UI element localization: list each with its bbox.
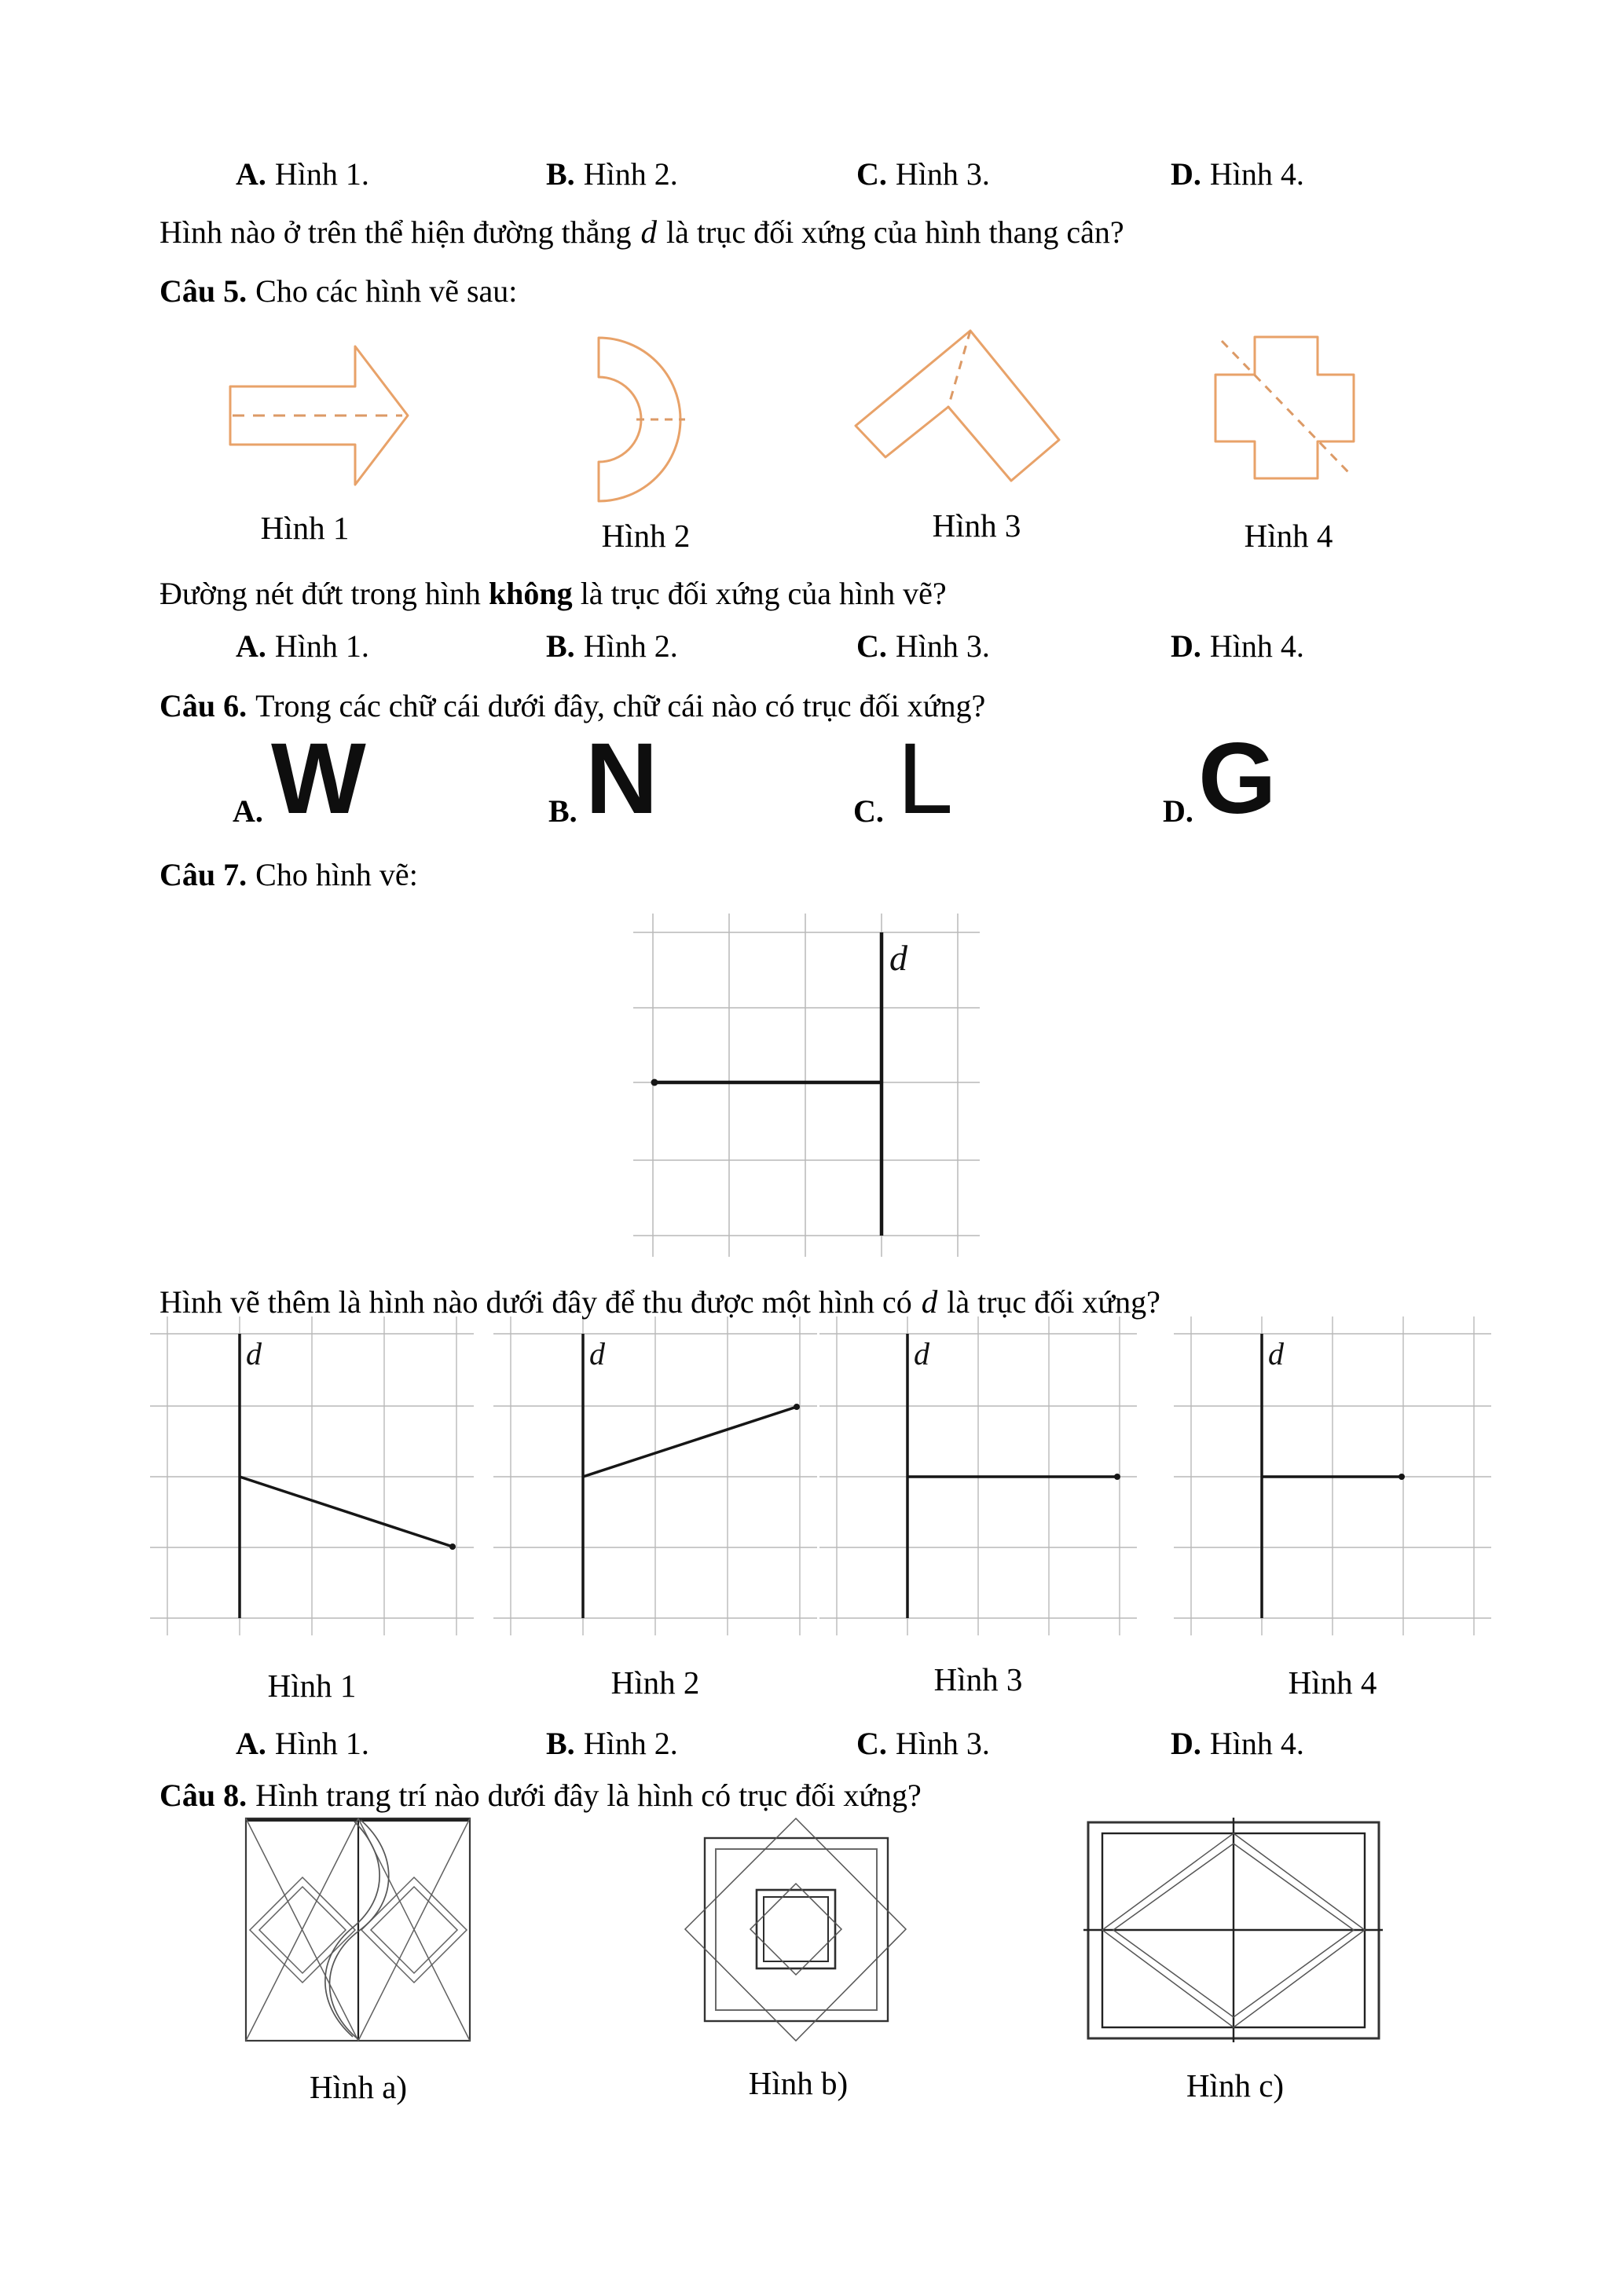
answer-letter: B. bbox=[546, 156, 575, 192]
question-text: Cho hình vẽ: bbox=[255, 857, 418, 892]
bold-word: không bbox=[488, 576, 573, 611]
segment-endpoint-dot bbox=[449, 1543, 456, 1550]
answer-option-d bbox=[1171, 1725, 1304, 1762]
question-text: Trong các chữ cái dưới đây, chữ cái nào có trục đối xứng? bbox=[255, 688, 986, 723]
q7-option-grid-2 bbox=[493, 1316, 817, 1635]
answer-option-a bbox=[236, 628, 369, 665]
answer-text: Hình 1. bbox=[274, 1726, 369, 1761]
answer-text: Hình 2. bbox=[583, 628, 678, 664]
q6-letter-l: L bbox=[897, 723, 954, 835]
question-7-text bbox=[159, 1282, 1160, 1322]
answer-letter: C. bbox=[856, 628, 887, 664]
answer-option-a bbox=[236, 1725, 369, 1762]
answer-text: Hình 4. bbox=[1209, 156, 1304, 192]
q7-figure-4-caption: Hình 4 bbox=[1288, 1664, 1377, 1701]
cross-axis-dashed-line bbox=[1222, 341, 1348, 472]
answer-text: Hình 3. bbox=[895, 1726, 990, 1761]
answer-option-d bbox=[1171, 628, 1304, 665]
q5-figure-2-caption: Hình 2 bbox=[601, 518, 691, 554]
answer-text: Hình 1. bbox=[274, 156, 369, 192]
inner-square-outer bbox=[757, 1890, 835, 1968]
segment-endpoint-dot bbox=[794, 1404, 800, 1410]
answer-option-a bbox=[236, 156, 369, 192]
grid-lines bbox=[633, 914, 980, 1257]
answer-option-c bbox=[856, 1725, 990, 1762]
q8-figure-b-caption: Hình b) bbox=[748, 2065, 849, 2101]
question-text: Hình vẽ thêm là hình nào dưới đây để thu được một hình có bbox=[159, 1284, 912, 1320]
axis-d-label: d bbox=[914, 1336, 929, 1371]
grid-lines bbox=[493, 1316, 817, 1635]
axis-d-label: d bbox=[589, 1336, 605, 1371]
question-8-heading bbox=[159, 1776, 922, 1815]
chevron-outline bbox=[856, 331, 1059, 481]
answer-text: Hình 4. bbox=[1209, 1726, 1304, 1761]
question-5-heading bbox=[159, 272, 517, 311]
answer-row-3 bbox=[0, 1725, 1624, 1764]
axis-d-label: d bbox=[889, 938, 907, 978]
answer-text: Hình 4. bbox=[1209, 628, 1304, 664]
q5-figure-chevron bbox=[856, 331, 1059, 481]
question-number: Câu 5. bbox=[159, 273, 247, 309]
q7-option-grid-3 bbox=[819, 1316, 1137, 1635]
q7-option-grid-4 bbox=[1174, 1316, 1491, 1635]
answer-option-b bbox=[546, 1725, 678, 1762]
question-text: Hình nào ở trên thể hiện đường thẳng bbox=[159, 214, 632, 250]
q7-figure-2-caption: Hình 2 bbox=[610, 1664, 700, 1701]
question-number: Câu 8. bbox=[159, 1778, 247, 1813]
q5-figure-3-caption: Hình 3 bbox=[932, 507, 1021, 544]
answer-letter: D. bbox=[1171, 628, 1201, 664]
answer-letter: A. bbox=[236, 156, 266, 192]
answer-row-1 bbox=[0, 156, 1624, 195]
answer-option-b bbox=[546, 628, 678, 665]
answer-text: Hình 2. bbox=[583, 156, 678, 192]
segment-endpoint-dot bbox=[1114, 1474, 1120, 1480]
q8-figure-c bbox=[1083, 1818, 1383, 2042]
left-half-diagonals bbox=[246, 1818, 358, 2041]
q5-figure-4-caption: Hình 4 bbox=[1244, 518, 1333, 554]
question-7-heading bbox=[159, 855, 418, 895]
q7-grid-figure bbox=[633, 914, 980, 1257]
outer-square bbox=[705, 1838, 888, 2021]
answer-letter: B. bbox=[546, 628, 575, 664]
q8-figure-a-caption: Hình a) bbox=[309, 2069, 408, 2105]
answer-option-c bbox=[856, 628, 990, 665]
answer-letter: D. bbox=[1171, 156, 1201, 192]
axis-d-label: d bbox=[246, 1336, 262, 1371]
q6-letter-n: N bbox=[585, 723, 658, 835]
segment-endpoint-dot bbox=[1399, 1474, 1405, 1480]
answer-text: Hình 2. bbox=[583, 1726, 678, 1761]
q6-letter-g: G bbox=[1198, 723, 1277, 835]
q5-figure-crescent bbox=[599, 338, 685, 501]
s-curve-outer bbox=[330, 1820, 389, 2040]
answer-letter: B. bbox=[546, 1726, 575, 1761]
grid-lines bbox=[150, 1316, 474, 1635]
q5-figure-1-caption: Hình 1 bbox=[260, 510, 350, 546]
segment-line bbox=[583, 1407, 797, 1477]
answer-letter: C. bbox=[856, 1726, 887, 1761]
second-square bbox=[716, 1849, 877, 2010]
answer-letter: A. bbox=[236, 1726, 266, 1761]
q6-option-b-label: B. bbox=[548, 793, 577, 829]
question-text: là trục đối xứng? bbox=[947, 1284, 1160, 1320]
answer-letter: D. bbox=[1171, 1726, 1201, 1761]
answer-option-d bbox=[1171, 156, 1304, 192]
question-number: Câu 6. bbox=[159, 688, 247, 723]
q8-figure-a bbox=[246, 1818, 470, 2041]
answer-text: Hình 3. bbox=[895, 628, 990, 664]
answer-text: Hình 1. bbox=[274, 628, 369, 664]
question-text: là trục đối xứng của hình thang cân? bbox=[666, 214, 1124, 250]
question-6-heading bbox=[159, 687, 985, 726]
math-d-symbol: d bbox=[921, 1283, 938, 1320]
q6-option-a-label: A. bbox=[233, 793, 263, 829]
answer-row-2 bbox=[0, 628, 1624, 667]
q5-figure-cross bbox=[1215, 337, 1354, 478]
question-5-text bbox=[159, 574, 947, 613]
question-text: Hình trang trí nào dưới đây là hình có trục đối xứng? bbox=[255, 1778, 922, 1813]
q7-figure-1-caption: Hình 1 bbox=[267, 1668, 357, 1704]
q6-letter-w: W bbox=[271, 723, 366, 835]
question-text: Đường nét đứt trong hình bbox=[159, 576, 481, 611]
q6-option-d-label: D. bbox=[1163, 793, 1193, 829]
segment-endpoint-dot bbox=[651, 1079, 658, 1086]
question-4-tail bbox=[159, 212, 1124, 252]
answer-option-c bbox=[856, 156, 990, 192]
q8-figure-b bbox=[685, 1818, 906, 2041]
segment-line bbox=[240, 1477, 453, 1547]
question-number: Câu 7. bbox=[159, 857, 247, 892]
q7-figure-3-caption: Hình 3 bbox=[933, 1661, 1023, 1697]
large-diamond bbox=[685, 1818, 906, 2041]
chevron-axis-dashed-line bbox=[948, 331, 970, 407]
answer-text: Hình 3. bbox=[895, 156, 990, 192]
q6-option-c-label: C. bbox=[853, 793, 884, 829]
axis-d-label: d bbox=[1268, 1336, 1284, 1371]
q7-option-grid-1 bbox=[150, 1316, 474, 1635]
q8-figure-c-caption: Hình c) bbox=[1186, 2067, 1285, 2104]
answer-letter: C. bbox=[856, 156, 887, 192]
question-text: là trục đối xứng của hình vẽ? bbox=[580, 576, 947, 611]
answer-option-b bbox=[546, 156, 678, 192]
question-text: Cho các hình vẽ sau: bbox=[255, 273, 518, 309]
q5-figure-arrow bbox=[230, 346, 408, 485]
math-d-symbol: d bbox=[640, 214, 658, 250]
answer-letter: A. bbox=[236, 628, 266, 664]
